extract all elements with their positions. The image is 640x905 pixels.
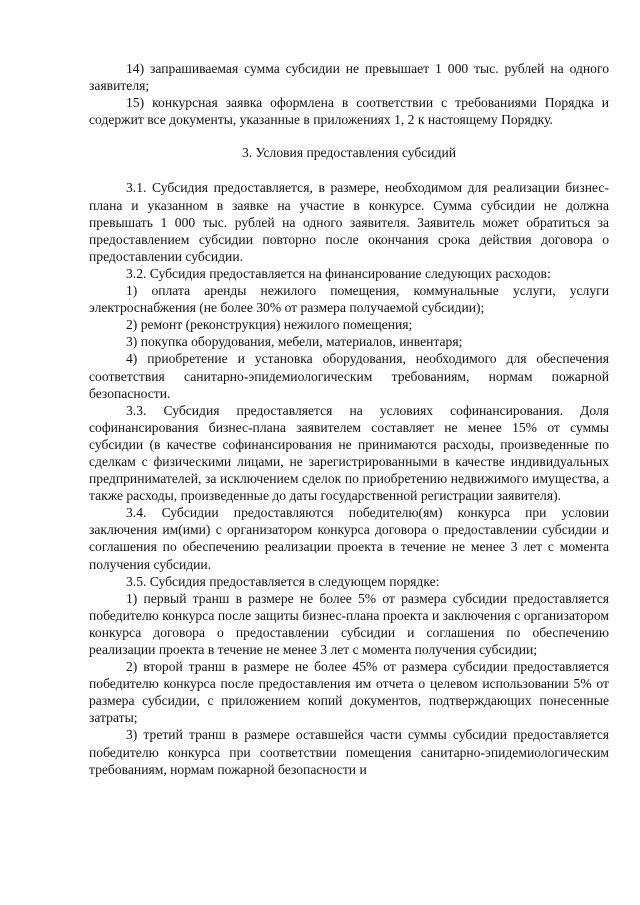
- paragraph-3-3: 3.3. Субсидия предоставляется на условиях софинансирования. Доля софинансирования бизнес-плана заявителем составляет не менее 15% от суммы субсидии (в качестве софинансирования не принимаются расходы, произведенные по сделкам с физическими лицами, не зарегистрированными в качестве индивидуальных предпринимателей, за исключением сделок по приобретению недвижимого имущества, а также расходы, произведенные до даты государственной регистрации заявителя).: [89, 402, 609, 504]
- paragraph-3-2-item-1: 1) оплата аренды нежилого помещения, коммунальные услуги, услуги электроснабжения (не более 30% от размера получаемой субсидии);: [89, 283, 609, 316]
- paragraph-item-14: 14) запрашиваемая сумма субсидии не превышает 1 000 тыс. рублей на одного заявителя;: [89, 61, 609, 94]
- paragraph-3-2-item-4: 4) приобретение и установка оборудования, необходимого для обеспечения соответствия санитарно-эпидемиологическим требованиям, нормам пожарной безопасности.: [89, 351, 609, 401]
- paragraph-item-15: 15) конкурсная заявка оформлена в соответствии с требованиями Порядка и содержит все документы, указанные в приложениях 1, 2 к настоящему Порядку.: [89, 95, 609, 128]
- paragraph-3-5-item-1: 1) первый транш в размере не более 5% от размера субсидии предоставляется победителю конкурса после защиты бизнес-плана проекта и заключения с организатором конкурса договора о предоставлении субсидии и соглашения по обеспечению реализации проекта в течение не менее 3 лет с момента получения субсидии;: [89, 590, 609, 657]
- paragraph-3-2-item-2: 2) ремонт (реконструкция) нежилого помещения;: [126, 317, 413, 333]
- paragraph-3-4: 3.4. Субсидии предоставляются победителю(ям) конкурса при условии заключения им(ими) с организатором конкурса договора о предоставлении субсидии и соглашения по обеспечению реализации проекта в течение не менее 3 лет с момента получения субсидии.: [89, 505, 609, 572]
- paragraph-3-5-item-3: 3) третий транш в размере оставшейся части суммы субсидии предоставляется победителю конкурса при соответствии помещения санитарно-эпидемиологическим требованиям, нормам пожарной безопасности и: [89, 727, 609, 777]
- paragraph-3-5-item-2: 2) второй транш в размере не более 45% от размера субсидии предоставляется победителю конкурса после предоставления им отчета о целевом использовании 5% от размера субсидии, с приложением копий документов, подтверждающих понесенные затраты;: [89, 659, 609, 726]
- paragraph-3-2: 3.2. Субсидия предоставляется на финансирование следующих расходов:: [126, 265, 551, 281]
- document-page: [89, 60, 609, 778]
- paragraph-3-2-item-3: 3) покупка оборудования, мебели, материалов, инвентаря;: [126, 334, 463, 350]
- paragraph-3-1: 3.1. Субсидия предоставляется, в размере, необходимом для реализации бизнес-плана и указанном в заявке на участие в конкурсе. Сумма субсидии не должна превышать 1 000 тыс. рублей на одного заявителя. Заявитель может обратиться за предоставлением субсидии повторно после окончания срока действия договора о предоставлении субсидии.: [89, 180, 609, 264]
- paragraph-3-5: 3.5. Субсидия предоставляется в следующем порядке:: [126, 573, 440, 589]
- section-title: 3. Условия предоставления субсидий: [241, 145, 457, 161]
